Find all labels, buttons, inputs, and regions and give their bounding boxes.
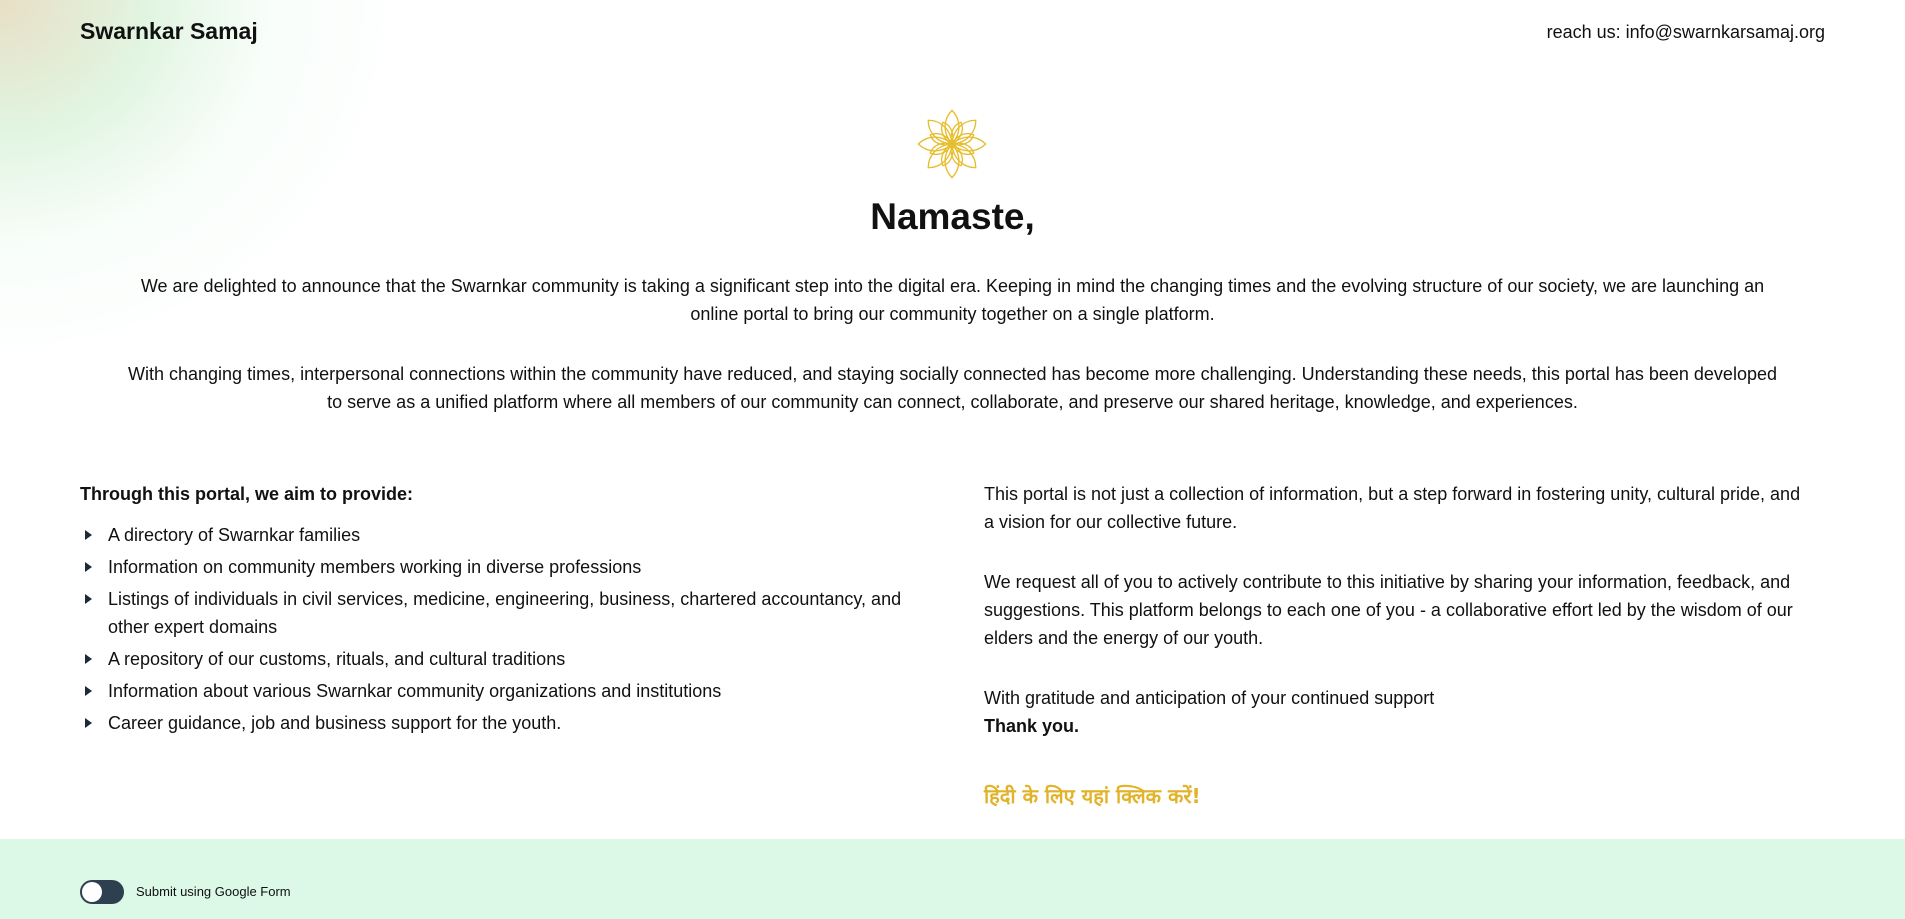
closing-block <box>984 684 1814 740</box>
list-item-text: Career guidance, job and business support for the youth. <box>108 713 562 733</box>
lotus-petal <box>952 137 986 151</box>
greeting-title: Namaste, <box>870 196 1035 237</box>
lotus-petal <box>945 144 959 178</box>
closing-text: With gratitude and anticipation of your continued support <box>984 688 1435 708</box>
list-item <box>80 585 920 641</box>
list-item <box>80 677 920 705</box>
caret-right-icon <box>85 530 92 540</box>
message-paragraph-1: This portal is not just a collection of information, but a step forward in fostering unity, cultural pride, and a vision for our collective future. <box>984 484 1801 532</box>
message-paragraph-2: We request all of you to actively contribute to this initiative by sharing your information, feedback, and suggestions. This platform belongs to each one of you - a collaborative effort led by the wisdom of our elders and the energy of our youth. <box>984 572 1793 648</box>
message-section <box>984 480 1814 809</box>
google-form-toggle[interactable] <box>80 880 124 904</box>
intro-paragraph-1: We are delighted to announce that the Swarnkar community is taking a significant step into the digital era. Keeping in mind the changing times and the evolving structure of our society, we are launching an online portal to bring our community together on a single platform. <box>140 276 1765 324</box>
aims-list <box>80 521 920 737</box>
toggle-knob <box>82 882 102 902</box>
intro-paragraph-2: With changing times, interpersonal connections within the community have reduced, and staying socially connected has become more challenging. Understanding these needs, this portal has been developed to serve as a unified platform where all members of our community can connect, collaborate, and preserve our shared heritage, knowledge, and experiences. <box>128 364 1777 412</box>
site-header <box>0 0 1905 64</box>
caret-right-icon <box>85 718 92 728</box>
list-item <box>80 521 920 549</box>
list-item-text: A directory of Swarnkar families <box>108 525 361 545</box>
list-item <box>80 645 920 673</box>
list-item-text: A repository of our customs, rituals, and cultural traditions <box>108 649 566 669</box>
toggle-label: Submit using Google Form <box>136 884 291 899</box>
contact-info <box>1547 22 1825 43</box>
list-item <box>80 709 920 737</box>
lotus-petal <box>918 137 952 151</box>
thank-you-text: Thank you. <box>984 716 1080 736</box>
lotus-petal <box>945 110 959 144</box>
contact-email-link[interactable]: info@swarnkarsamaj.org <box>1625 22 1825 42</box>
list-item-text: Information on community members working in diverse professions <box>108 557 642 577</box>
caret-right-icon <box>85 562 92 572</box>
aims-heading: Through this portal, we aim to provide: <box>80 484 414 504</box>
list-item-text: Information about various Swarnkar community organizations and institutions <box>108 681 722 701</box>
caret-right-icon <box>85 686 92 696</box>
footer-bar <box>0 839 1905 919</box>
caret-right-icon <box>85 594 92 604</box>
brand-name[interactable]: Swarnkar Samaj <box>80 18 258 44</box>
lotus-icon <box>910 102 994 186</box>
caret-right-icon <box>85 654 92 664</box>
list-item-text: Listings of individuals in civil services, medicine, engineering, business, chartered accountancy, and other expert domains <box>108 589 902 637</box>
list-item <box>80 553 920 581</box>
hindi-version-link[interactable]: हिंदी के लिए यहां क्लिक करें! <box>984 784 1201 808</box>
aims-section <box>80 480 920 741</box>
contact-prefix: reach us: <box>1546 22 1626 42</box>
